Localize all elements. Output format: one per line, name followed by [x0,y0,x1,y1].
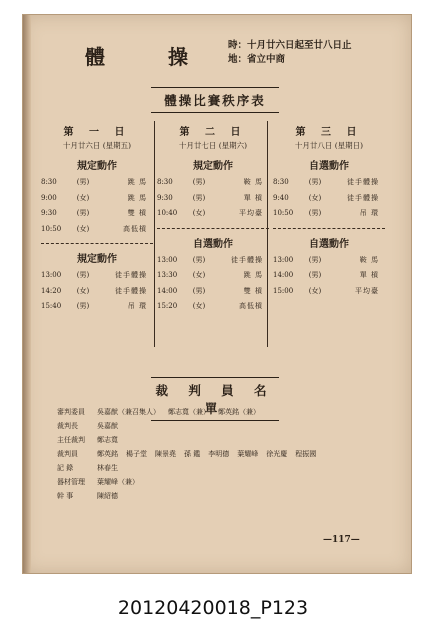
event-time: 15:40 [41,302,62,310]
day-column [157,123,269,315]
judge-role: 記 錄 [57,464,74,472]
event-row [41,222,153,238]
event-row [41,268,153,284]
day-column [41,123,153,315]
event-name: 鞍 馬 [243,178,263,186]
event-row [41,206,153,222]
event-row [157,284,269,300]
judge-name: 李明德 [208,450,230,458]
event-time: 10:40 [157,209,178,217]
event-name: 徒手體操 [347,193,379,202]
event-sex: (女) [76,224,90,233]
event-row [273,191,385,207]
event-row [157,253,269,269]
section-title: 規定動作 [77,254,117,265]
judge-name: 陳紹德 [97,492,118,500]
judge-name: 鄭志寬（兼） [168,408,210,416]
judge-role: 主任裁判 [57,436,85,444]
event-row [157,206,269,222]
event-name: 鞍 馬 [359,255,379,264]
judge-name: 孫 鑑 [184,450,201,458]
event-name: 雙 槓 [127,209,147,217]
judge-name: 吳嘉猷（兼召集人） [97,408,160,416]
judge-name: 楊子堂 [126,450,147,458]
judge-name: 陳景堯 [155,450,176,458]
judge-row [57,435,126,445]
day-label: 第 三 日 [295,127,363,138]
judge-role: 裁判長 [57,422,78,430]
section-title: 規定動作 [77,161,117,172]
event-time: 15:00 [273,286,294,295]
event-time: 8:30 [157,178,173,186]
event-row [273,206,385,222]
judge-role: 幹 事 [57,492,74,500]
event-name: 跳 馬 [243,271,263,279]
event-time: 10:50 [41,224,62,233]
event-row [41,191,153,207]
section-title: 自選動作 [193,238,233,250]
judge-row [57,477,147,487]
page-title: 體 操 [85,45,216,69]
event-time: 9:30 [157,193,173,202]
event-name: 高低槓 [123,224,147,233]
event-name: 平均臺 [239,209,263,217]
event-row [41,299,153,315]
day-date: 十月廿八日 (星期日) [294,141,364,150]
event-name: 高低槓 [239,302,263,310]
event-name: 平均臺 [355,286,379,295]
judge-row [57,407,268,417]
event-name: 徒手體操 [347,178,379,186]
section-divider [41,243,153,244]
event-sex: (女) [76,193,90,202]
event-sex: (男) [76,209,90,217]
event-row [273,253,385,269]
judge-name: 徐光慶 [266,450,288,458]
event-time: 時：十月廿六日起至廿八日止 [228,40,352,51]
judge-role: 審判委員 [57,408,85,416]
day-date: 十月廿六日 (星期五) [62,141,132,150]
event-time: 10:50 [273,209,294,217]
event-row [157,268,269,284]
judge-row [57,421,126,431]
event-name: 單 槓 [359,271,379,279]
page-spine [23,15,31,573]
event-time: 13:00 [41,271,62,279]
event-row [157,299,269,315]
section-title: 自選動作 [309,161,349,172]
judge-row [57,463,126,473]
event-sex: (男) [192,193,206,202]
book-page [22,14,412,574]
section-divider [157,228,269,229]
event-sex: (男) [76,302,90,310]
judge-role: 器材管理 [57,478,85,486]
event-sex: (男) [76,271,90,279]
event-time: 9:00 [41,193,57,202]
judge-name: 林春生 [97,464,118,472]
event-row [273,268,385,284]
event-sex: (男) [76,178,90,186]
event-sex: (男) [192,255,206,264]
event-row [157,191,269,207]
event-sex: (女) [308,193,322,202]
event-time: 13:00 [273,255,294,264]
day-column [273,123,385,299]
section-title: 自選動作 [309,238,349,250]
judge-name: 鄭志寬 [97,436,118,444]
judge-role: 裁判員 [57,450,78,458]
event-info [228,39,352,67]
event-name: 徒手體操 [115,271,147,279]
event-name: 徒手體操 [231,255,263,264]
judge-name: 程振國 [295,450,317,458]
event-time: 13:00 [157,255,178,264]
event-sex: (男) [192,286,206,295]
image-caption: 20120420018_P123 [117,597,309,619]
judge-row [57,491,126,501]
day-date: 十月廿七日 (星期六) [178,141,248,150]
judge-row [57,449,324,459]
event-row [157,175,269,191]
judge-name: 葉耀峰（兼） [97,478,139,486]
event-sex: (女) [308,286,322,295]
event-name: 跳 馬 [127,193,147,202]
schedule-title: 體操比賽秩序表 [151,87,279,113]
event-row [273,175,385,191]
event-time: 14:00 [157,286,178,295]
event-sex: (男) [308,271,322,279]
event-time: 9:30 [41,209,57,217]
section-divider [273,228,385,229]
section-title: 規定動作 [193,161,233,172]
event-name: 跳 馬 [127,178,147,186]
event-sex: (男) [308,209,322,217]
event-time: 15:20 [157,302,178,310]
event-sex: (女) [192,271,206,279]
judge-name: 鄭英銘 [97,450,118,458]
event-row [41,284,153,300]
column-divider-1 [154,121,155,347]
day-label: 第 二 日 [179,127,247,138]
event-time: 14:20 [41,286,62,295]
event-time: 14:00 [273,271,294,279]
event-sex: (男) [308,255,322,264]
event-row [273,284,385,300]
page-number: —117— [323,535,360,545]
event-time: 8:30 [273,178,289,186]
event-sex: (男) [192,178,206,186]
event-sex: (男) [308,178,322,186]
event-row [41,175,153,191]
day-label: 第 一 日 [63,127,131,138]
judge-name: 葉耀峰 [237,450,259,458]
event-time: 13:30 [157,271,178,279]
event-name: 徒手體操 [115,286,147,295]
judges-title: 裁 判 員 名 單 [151,377,279,421]
event-time: 8:30 [41,178,57,186]
event-name: 單 槓 [243,193,263,202]
event-name: 吊 環 [127,302,147,310]
judge-name: 吳嘉猷 [97,422,118,430]
event-place: 地：省立中商 [228,54,286,65]
event-name: 吊 環 [359,209,379,217]
event-time: 9:40 [273,193,289,202]
event-name: 雙 槓 [243,286,263,295]
judge-name: 鄭英銘（兼） [218,408,260,416]
event-sex: (女) [76,286,90,295]
event-sex: (女) [192,302,206,310]
event-sex: (女) [192,209,206,217]
